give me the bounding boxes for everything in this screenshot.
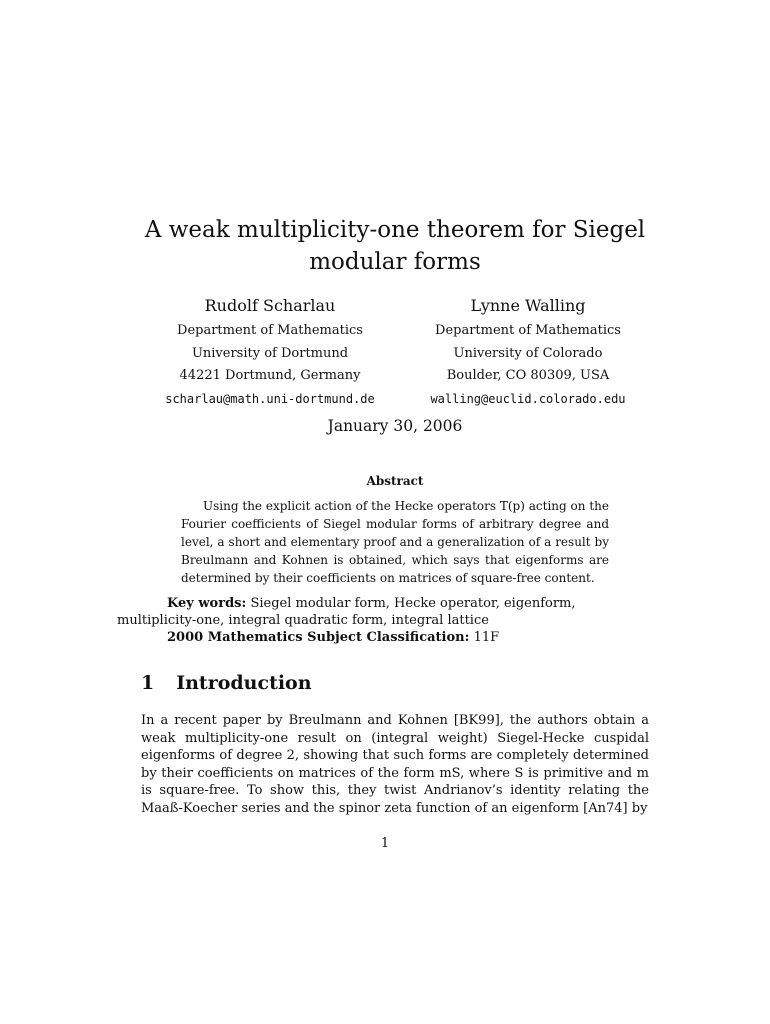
author-email: scharlau@math.uni-dortmund.de: [165, 391, 375, 406]
author-university: University of Colorado: [453, 345, 603, 361]
author-name: Lynne Walling: [470, 296, 586, 315]
author-department: Department of Mathematics: [177, 323, 363, 338]
keywords-block: [117, 595, 657, 646]
author-email: walling@euclid.colorado.edu: [430, 391, 626, 406]
page-number: 1: [380, 836, 390, 851]
msc-value: 11F: [473, 630, 500, 645]
author-block-1: [148, 294, 392, 410]
keywords-label: Key words:: [167, 596, 247, 611]
abstract-text: Using the explicit action of the Hecke operators T(p) acting on the Fourier coefficients of Siegel modular forms of arbitrary degree and level, a short and elementary proof and a generalization of a result by Breulmann and Kohnen is obtained, which says that eigenforms are determined by their coefficients on matrices of square-free content.: [181, 499, 609, 585]
msc-label: 2000 Mathematics Subject Classification:: [167, 630, 470, 645]
paper-title: A weak multiplicity-one theorem for Siegel modular forms: [144, 217, 646, 275]
author-block-2: [408, 294, 648, 410]
paper-date: January 30, 2006: [327, 417, 463, 435]
author-name: Rudolf Scharlau: [204, 296, 336, 315]
section-title: Introduction: [176, 672, 312, 694]
author-university: University of Dortmund: [191, 345, 349, 361]
section-heading: [141, 672, 312, 694]
abstract-heading: Abstract: [366, 474, 424, 488]
intro-paragraph: In a recent paper by Breulmann and Kohnen [BK99], the authors obtain a weak multiplicity-one result on (integral weight) Siegel-Hecke cuspidal eigenforms of degree 2, showing that such forms are completely determined by their coefficients on matrices of the form mS, where S is primitive and m is square-free. To show this, they twist Andrianov’s identity relating the Maaß-Koecher series and the spinor zeta function of an eigenform [An74] by: [141, 713, 649, 816]
keywords-text: Siegel modular form, Hecke operator, eigenform, multiplicity-one, integral quadratic form, integral lattice: [117, 596, 576, 628]
author-address: Boulder, CO 80309, USA: [446, 368, 610, 383]
author-department: Department of Mathematics: [435, 323, 621, 338]
section-number: 1: [141, 672, 155, 694]
author-address: 44221 Dortmund, Germany: [179, 368, 361, 383]
